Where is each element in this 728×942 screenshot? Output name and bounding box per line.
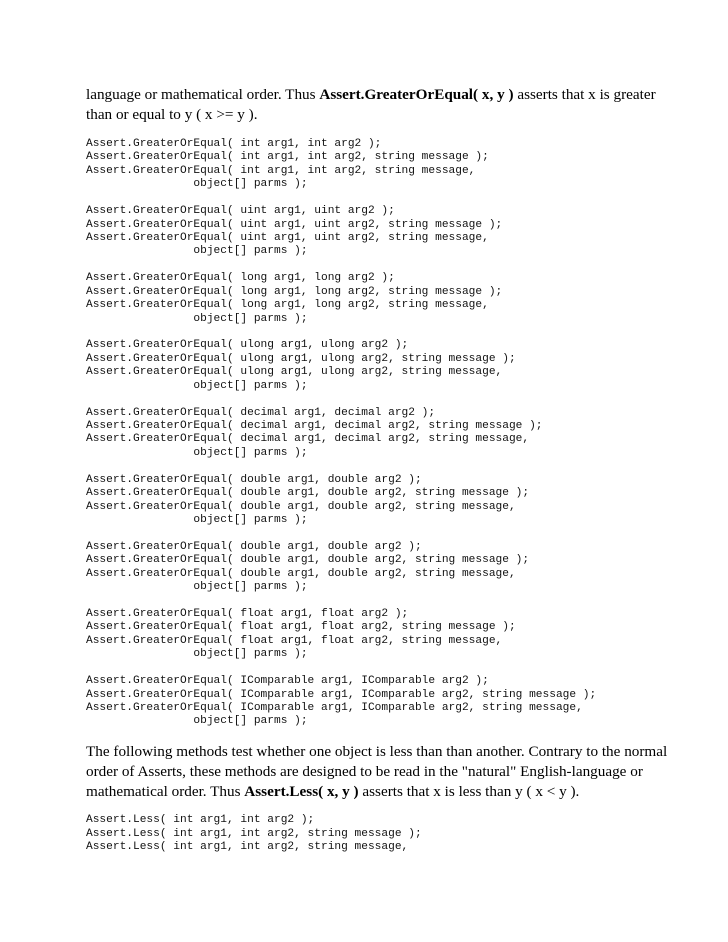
code-line: Assert.GreaterOrEqual( IComparable arg1, IComparable arg2, string message, bbox=[86, 702, 583, 714]
less-line-1: The following methods test whether one object is less than than another. Contrary to the normal bbox=[86, 743, 668, 761]
code-line: Assert.GreaterOrEqual( decimal arg1, decimal arg2, string message, bbox=[86, 433, 530, 446]
code-line: Assert.GreaterOrEqual( uint arg1, uint arg2 ); bbox=[86, 205, 395, 218]
code-line: Assert.GreaterOrEqual( ulong arg1, ulong arg2 ); bbox=[86, 339, 409, 352]
code-line: Assert.GreaterOrEqual( float arg1, float arg2 ); bbox=[86, 607, 409, 620]
code-line: Assert.GreaterOrEqual( ulong arg1, ulong arg2, string message ); bbox=[86, 352, 516, 365]
code-line: Assert.Less( int arg1, int arg2, string message ); bbox=[86, 827, 422, 840]
code-block bbox=[86, 407, 686, 461]
code-line: Assert.GreaterOrEqual( float arg1, float arg2, string message ); bbox=[86, 621, 516, 634]
intro-paragraph bbox=[86, 85, 686, 125]
code-line: Assert.GreaterOrEqual( long arg1, long arg2, string message ); bbox=[86, 285, 503, 298]
code-line: object[] parms ); bbox=[86, 379, 308, 392]
code-line: Assert.GreaterOrEqual( double arg1, double arg2, string message ); bbox=[86, 487, 530, 500]
code-block bbox=[86, 339, 686, 393]
code-line: Assert.GreaterOrEqual( int arg1, int arg2, string message, bbox=[86, 164, 476, 177]
document-page bbox=[86, 85, 686, 868]
code-block bbox=[86, 541, 686, 595]
code-line: Assert.GreaterOrEqual( ulong arg1, ulong arg2, string message, bbox=[86, 366, 503, 379]
code-block bbox=[86, 272, 686, 326]
less-paragraph bbox=[86, 742, 686, 802]
code-line: Assert.Less( int arg1, int arg2 ); bbox=[86, 814, 315, 827]
code-line: object[] parms ); bbox=[86, 446, 308, 459]
less-code-section bbox=[86, 814, 686, 854]
code-line: Assert.GreaterOrEqual( int arg1, int arg2, string message ); bbox=[86, 151, 489, 164]
code-line: Assert.GreaterOrEqual( uint arg1, uint arg2, string message ); bbox=[86, 218, 503, 231]
code-line: Assert.GreaterOrEqual( uint arg1, uint arg2, string message, bbox=[86, 232, 489, 245]
code-line: Assert.GreaterOrEqual( decimal arg1, decimal arg2 ); bbox=[86, 406, 436, 419]
code-line: object[] parms ); bbox=[86, 178, 308, 191]
code-line: Assert.GreaterOrEqual( long arg1, long arg2, string message, bbox=[86, 299, 489, 312]
code-line: Assert.GreaterOrEqual( double arg1, double arg2, string message, bbox=[86, 500, 516, 513]
code-block bbox=[86, 474, 686, 528]
intro-line-1: language or mathematical order. Thus Assert.GreaterOrEqual( x, y ) asserts that x is greater bbox=[86, 86, 656, 103]
code-line: Assert.GreaterOrEqual( IComparable arg1, IComparable arg2, string message ); bbox=[86, 688, 597, 701]
code-line: Assert.GreaterOrEqual( double arg1, double arg2, string message ); bbox=[86, 554, 530, 567]
code-block bbox=[86, 138, 686, 192]
code-line: Assert.GreaterOrEqual( double arg1, double arg2 ); bbox=[86, 473, 422, 486]
code-line: Assert.Less( int arg1, int arg2, string message, bbox=[86, 841, 409, 854]
code-line: object[] parms ); bbox=[86, 514, 308, 527]
code-line: Assert.GreaterOrEqual( IComparable arg1, IComparable arg2 ); bbox=[86, 675, 489, 688]
code-line: Assert.GreaterOrEqual( float arg1, float arg2, string message, bbox=[86, 634, 503, 647]
code-line: Assert.GreaterOrEqual( decimal arg1, decimal arg2, string message ); bbox=[86, 420, 543, 432]
less-line-2: order of Asserts, these methods are designed to be read in the "natural" English-language or bbox=[86, 763, 643, 781]
code-line: Assert.GreaterOrEqual( double arg1, double arg2, string message, bbox=[86, 567, 516, 580]
code-block bbox=[86, 814, 686, 854]
code-block bbox=[86, 205, 686, 259]
code-line: object[] parms ); bbox=[86, 648, 308, 661]
code-line: object[] parms ); bbox=[86, 581, 308, 594]
less-line-3: mathematical order. Thus Assert.Less( x, y ) asserts that x is less than y ( x < y ). bbox=[86, 783, 580, 801]
greater-or-equal-code-section bbox=[86, 138, 686, 729]
code-line: Assert.GreaterOrEqual( double arg1, double arg2 ); bbox=[86, 540, 422, 553]
code-block bbox=[86, 675, 686, 729]
code-line: Assert.GreaterOrEqual( int arg1, int arg2 ); bbox=[86, 138, 382, 150]
intro-bold-term: Assert.GreaterOrEqual( x, y ) bbox=[319, 86, 514, 103]
code-line: Assert.GreaterOrEqual( long arg1, long arg2 ); bbox=[86, 272, 395, 285]
code-block bbox=[86, 608, 686, 662]
code-line: object[] parms ); bbox=[86, 715, 308, 728]
intro-line-2: than or equal to y ( x >= y ). bbox=[86, 106, 258, 123]
less-bold-term: Assert.Less( x, y ) bbox=[244, 783, 359, 801]
code-line: object[] parms ); bbox=[86, 312, 308, 325]
code-line: object[] parms ); bbox=[86, 245, 308, 258]
